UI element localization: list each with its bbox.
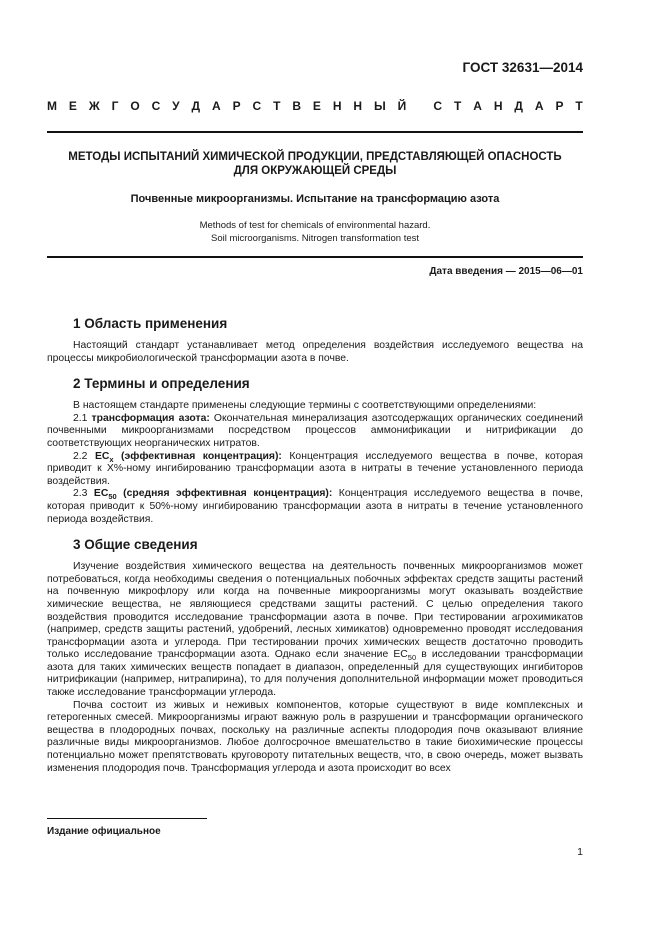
banner-letter: Р — [232, 99, 241, 113]
banner-letter: Т — [575, 99, 583, 113]
term-definition: 2.3 $EC_{50}$ (средняя эффективная концентрация): Концентрация исследуемого вещества в почве, которая приводит к 50%-ному ингибированию трансформации азота в нитраты в течение установленного периода воздействия. — [47, 488, 583, 525]
banner-letter: М — [47, 99, 57, 113]
section-terms — [47, 376, 583, 526]
header-rule — [47, 131, 583, 133]
standard-subtitle: Почвенные микроорганизмы. Испытание на трансформацию азота — [130, 193, 500, 205]
standard-title-line: МЕТОДЫ ИСПЫТАНИЙ ХИМИЧЕСКОЙ ПРОДУКЦИИ, ПРЕДСТАВЛЯЮЩЕЙ ОПАСНОСТЬ — [68, 151, 562, 163]
footer-rule — [47, 818, 207, 819]
paragraph: Почва состоит из живых и неживых компонентов, которые существуют в виде комплексных и гетерогенных смесей. Микроорганизмы играют важную роль в разрушении и трансформации органического вещества в плодородных почвах, поскольку на различные аспекты плодородия почв оказывают влияние различные виды микроорганизмов. Любое долгосрочное вмешательство в такие биохимические процессы потенциально может препятствовать круговороту питательных веществ, что, в свою очередь, может вызвать изменения плодородия почв. Трансформация углерода и азота происходит во всех — [47, 699, 583, 774]
title-rule — [47, 256, 583, 258]
section-general — [47, 537, 583, 775]
term-name: $EC_x$ (эффективная концентрация): — [94, 450, 282, 464]
paragraph: Изучение воздействия химического вещества на деятельность почвенных микроорганизмов может потребоваться, когда необходимы сведения о потенциальных побочных эффектах средств защиты растений на почвенную микрофлору или когда на почвенные микроорганизмы могут оказывать воздействие химические вещества, не являющиеся средствами защиты растений. С целью определения такого воздействия проводится исследование трансформации азота в почве. При тестировании агрохимикатов (например, средств защиты растений, удобрений, лесных химикатов) одновременно проводят исследования трансформации азота и углерода. При тестировании прочих химических веществ достаточно проводить только исследование трансформации азота. Однако если значение $EC_{50}$ в исследовании трансформации азота для таких химических веществ попадает в диапазон, определенный для существующих ингибиторов нитрификации (например, нитрапирина), то для получения дополнительной информации может проводиться также исследование трансформации углерода. — [47, 561, 583, 699]
banner-letter: В — [292, 99, 301, 113]
standard-title-line: ДЛЯ ОКРУЖАЮЩЕЙ СРЕДЫ — [233, 165, 397, 177]
paragraph: В настоящем стандарте применены следующие термины с соответствующими определениями: — [73, 400, 537, 412]
section-heading: 2 Термины и определения — [73, 376, 250, 392]
term-definition: 2.2 $EC_x$ (эффективная концентрация): Концентрация исследуемого вещества в почве, которая приводит к X%-ному ингибированию трансформации азота в нитраты в течение установленного периода воздействия. — [47, 450, 583, 487]
english-title-line: Methods of test for chemicals of environmental hazard. — [199, 220, 431, 231]
document-number: ГОСТ 32631—2014 — [462, 60, 583, 75]
section-scope — [47, 316, 583, 365]
english-title-line: Soil microorganisms. Nitrogen transformation test — [210, 233, 420, 244]
banner-letter: Т — [453, 99, 462, 113]
banner-letter: Ы — [373, 99, 386, 113]
banner-letter: Г — [111, 99, 119, 113]
banner-letter: Й — [397, 99, 407, 113]
banner-letter: А — [473, 99, 482, 113]
interstate-standard-banner — [47, 99, 583, 113]
paragraph: Настоящий стандарт устанавливает метод определения воздействия исследуемого вещества на процессы микробиологической трансформации азота в почве. — [47, 340, 583, 364]
banner-letter: Н — [353, 99, 363, 113]
banner-letter: С — [151, 99, 161, 113]
banner-letter: А — [211, 99, 221, 113]
banner-letter: Н — [332, 99, 342, 113]
section-heading: 3 Общие сведения — [73, 537, 198, 553]
banner-letter: Н — [493, 99, 503, 113]
banner-letter: С — [252, 99, 262, 113]
banner-letter: А — [534, 99, 544, 113]
term-name: трансформация азота: — [91, 412, 210, 424]
introduction-date: Дата введения — 2015—06—01 — [429, 266, 583, 277]
banner-letter: У — [172, 99, 180, 113]
term-name: $EC_{50}$ (средняя эффективная концентрация): — [93, 488, 333, 502]
banner-letter: Д — [514, 99, 523, 113]
banner-letter: С — [433, 99, 443, 113]
banner-letter: О — [130, 99, 140, 113]
banner-letter: Д — [191, 99, 201, 113]
standard-title — [47, 150, 583, 178]
term-definition: 2.1 трансформация азота: Окончательная минерализация азотсодержащих органических соединений почвенными микроорганизмами посредством процессов аммонификации и нитрификации до соответствующих неорганических нитратов. — [47, 412, 583, 449]
document-body — [47, 316, 583, 786]
section-heading: 1 Область применения — [73, 316, 228, 331]
banner-letter — [418, 99, 421, 113]
banner-letter: Т — [273, 99, 281, 113]
banner-letter: Е — [68, 99, 77, 113]
banner-letter: Р — [555, 99, 564, 113]
page-number: 1 — [577, 846, 583, 858]
banner-letter: Ж — [88, 99, 100, 113]
banner-letter: Е — [312, 99, 321, 113]
official-edition-label: Издание официальное — [47, 826, 161, 837]
english-title — [47, 219, 583, 245]
